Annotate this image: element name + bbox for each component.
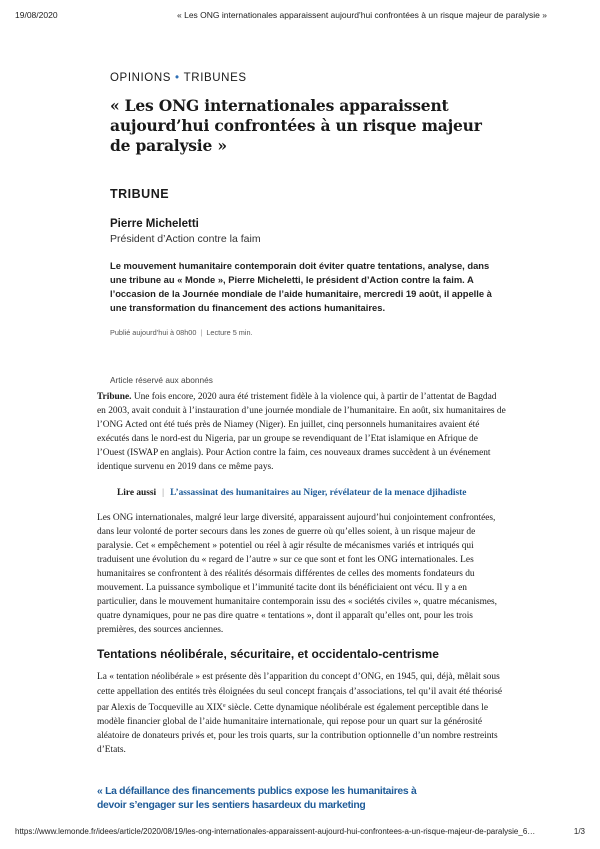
print-date: 19/08/2020 (15, 10, 58, 20)
print-footer (15, 827, 585, 841)
meta-separator: | (200, 328, 203, 337)
breadcrumb-separator: • (175, 72, 180, 84)
superscript: e (222, 702, 226, 709)
breadcrumb-tribunes[interactable]: TRIBUNES (183, 72, 247, 84)
section-subheading: Tentations néolibérale, sécuritaire, et occidentalo-centrisme (97, 647, 439, 662)
print-title: « Les ONG internationales apparaissent aujourd’hui confrontées à un risque majeur de paralysie » (177, 10, 547, 20)
print-url: https://www.lemonde.fr/idees/article/2020/08/19/les-ong-internationales-apparaissent-aujourd-hui-confrontees-a-un-risque-majeur-de-paralysie_6… (15, 827, 536, 836)
paragraph-1 (97, 390, 507, 475)
paragraph-3 (97, 670, 507, 757)
article-title: « Les ONG internationales apparaissent aujourd’hui confrontées à un risque majeur de paralysie » (110, 96, 482, 155)
paragraph-3-text-a: La « tentation néolibérale » est présente dès l’apparition du concept d’ONG, en 1945, qui, déjà, mêlait sous cette appellation des entités très éloignées du seul concept français d’associations, tel qu’il avait été théorisé par Alexis de Tocqueville au XIX (97, 672, 503, 713)
author-role: Président d’Action contre la faim (110, 233, 261, 245)
read-also-label: Lire aussi (117, 487, 157, 498)
author-name: Pierre Micheletti (110, 218, 199, 230)
lead-label: Tribune. (97, 392, 132, 402)
article-lead: Le mouvement humanitaire contemporain doit éviter quatre tentations, analyse, dans une tribune au « Monde », Pierre Micheletti, le président d’Action contre la faim. A l’occasion de la Journée mondiale de l’aide humanitaire, mercredi 19 août, il appelle à une transformation du financement des actions humanitaires. (110, 260, 492, 313)
article-meta (110, 328, 505, 337)
subscribers-badge: Article réservé aux abonnés (110, 375, 213, 385)
publish-date: Publié aujourd’hui à 08h00 (110, 328, 197, 337)
read-also-separator: | (162, 487, 165, 498)
article-type-label: TRIBUNE (110, 187, 170, 201)
pull-quote: « La défaillance des financements publics expose les humanitaires à devoir s’engager sur les sentiers hasardeux du marketing (97, 786, 417, 811)
paragraph-3-text-b: siècle. Cette dynamique néolibérale est également perceptible dans le modèle financier global de l’aide humanitaire internationale, qui repose pour un quart sur la générosité aléatoire de donateurs privés et, pour les trois quarts, sur la contribution optionnelle d’un nombre restreints d’Etats. (97, 702, 498, 755)
paragraph-2: Les ONG internationales, malgré leur large diversité, apparaissent aujourd’hui conjointement confrontées, dans leur volonté de porter secours dans les zones de guerre où qu’elles soient, à un risque majeur de paralysie. Cet « empêchement » potentiel ou réel à agir résulte de mécanismes variés et intriqués qui traduisent une évolution du « regard de l’autre » sur ce que sont et font les ONG internationales. Les humanitaires se confrontent à des réalités désormais différentes de celles des moments fondateurs du mouvement. La puissance symbolique et l’immunité tacite dont ils bénéficiaient ont vécu. Il y a en particulier, dans le mouvement humanitaire contemporain issu des « sociétés civiles », quatre mécanismes, quatre dynamiques, pour ne pas dire quatre « tentations », dont il apparaît qu’elles ont, pour les trois premières, des sources anciennes. (97, 512, 498, 636)
page-number: 1/3 (573, 827, 585, 836)
article-body (97, 390, 507, 757)
read-also (117, 488, 507, 498)
breadcrumb (110, 72, 505, 84)
reading-time: Lecture 5 min. (206, 328, 253, 337)
breadcrumb-opinions[interactable]: OPINIONS (110, 72, 172, 84)
paragraph-1-text: Une fois encore, 2020 aura été tristement fidèle à la violence qui, à partir de l’attentat de Bagdad en 2003, avait conduit à l’instauration d’une journée mondiale de l’humanitaire. En août, six humanitaires de l’ONG Acted ont été tués près de Niamey (Niger). En juillet, cinq personnels humanitaires avaient été exécutés dans le nord-est du Nigeria, par un groupe se revendiquant de l’Etat islamique en Afrique de l’Ouest (ISWAP en anglais). Pour Action contre la faim, ces nouveaux drames succèdent à un événement identique survenu en 2019 dans ce même pays. (97, 392, 506, 473)
print-header (15, 10, 585, 24)
read-also-link[interactable]: L’assassinat des humanitaires au Niger, révélateur de la menace djihadiste (170, 487, 467, 498)
article-header (110, 60, 505, 385)
